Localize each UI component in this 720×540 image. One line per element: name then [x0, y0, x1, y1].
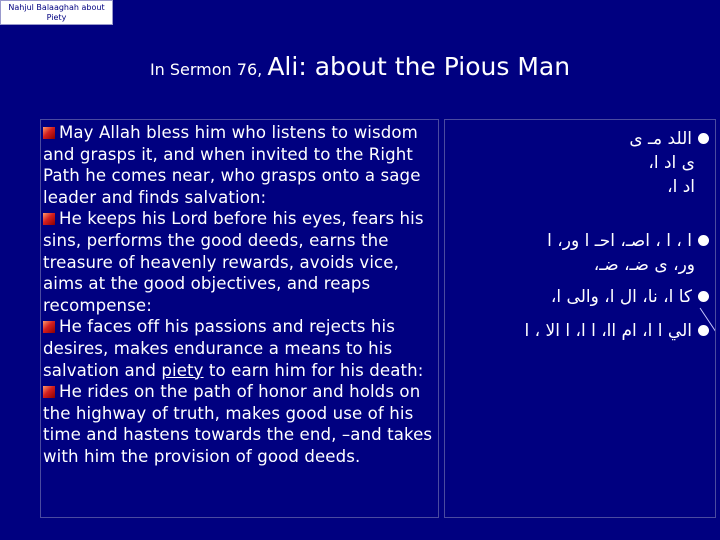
title-prefix: In Sermon 76, — [149, 60, 263, 79]
arabic-line-5-text: ور، ى ضـ، ضـ، — [593, 255, 695, 275]
round-bullet-icon — [698, 325, 709, 336]
arabic-line-1-text: اللد مـ ى — [629, 129, 692, 149]
round-bullet-icon — [698, 235, 709, 246]
english-text-box — [40, 119, 439, 518]
english-paragraph-3-text-a: He faces off his passions and rejects his desires, makes endurance a means to his salvation and — [43, 317, 395, 380]
section-tag-text: Nahjul Balaaghah about Piety — [8, 3, 105, 22]
round-bullet-icon — [698, 291, 709, 302]
arabic-line-5 — [594, 254, 695, 276]
bullet-icon — [43, 386, 55, 398]
arabic-line-7-text: الي ا ا، ام اا، ا ا، ا الا ، ا — [524, 321, 692, 341]
arabic-line-2 — [648, 152, 695, 174]
english-paragraph-4 — [43, 381, 438, 467]
english-paragraph-3-text-b: to earn him for his death: — [203, 360, 424, 380]
piety-link[interactable]: piety — [161, 360, 204, 380]
bullet-icon — [43, 213, 55, 225]
bullet-icon — [43, 127, 55, 139]
slide-title — [0, 52, 720, 81]
arabic-line-2-text: ى اد ا، — [648, 153, 695, 173]
arabic-text-box — [444, 119, 716, 518]
arabic-line-3 — [667, 176, 695, 198]
english-paragraph-1-text: May Allah bless him who listens to wisdom and grasps it, and when invited to the Right Path he comes near, who grasps onto a sage leader and finds salvation: — [43, 123, 421, 207]
english-paragraph-2 — [43, 208, 438, 316]
arabic-line-1 — [629, 128, 709, 150]
section-tag — [0, 0, 113, 25]
arabic-line-6-text: كا ا، نا، ال ا، والى ا، — [550, 287, 692, 307]
english-paragraph-3 — [43, 316, 438, 381]
english-paragraph-4-text: He rides on the path of honor and holds on the highway of truth, makes good use of his time and hastens towards the end, –and takes with him the provision of good deeds. — [43, 382, 433, 466]
round-bullet-icon — [698, 133, 709, 144]
english-paragraph-2-text: He keeps his Lord before his eyes, fears his sins, performs the good deeds, earns the treasure of heavenly rewards, avoids vice, aims at the good objectives, and reaps recompense: — [43, 209, 424, 315]
arabic-line-3-text: اد ا، — [667, 177, 695, 197]
arabic-line-4 — [547, 230, 709, 252]
arabic-line-6 — [551, 286, 709, 308]
arabic-line-7 — [524, 320, 709, 342]
arabic-line-4-text: ا ، ا ، اصـ، احـ ا ور، ا — [547, 231, 692, 251]
title-main: Ali: about the Pious Man — [267, 52, 571, 81]
bullet-icon — [43, 321, 55, 333]
english-paragraph-1 — [43, 122, 438, 208]
